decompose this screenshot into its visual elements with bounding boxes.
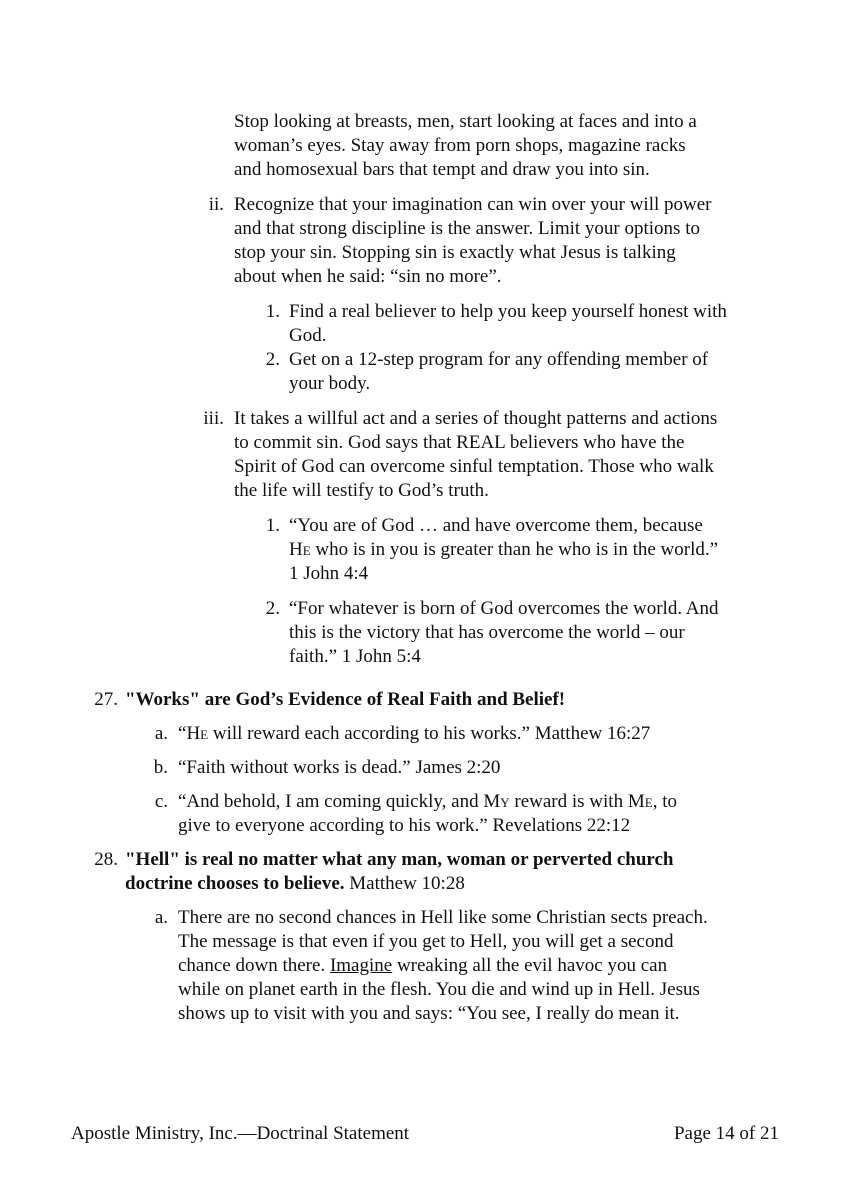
item-iii-2-line-3: faith.” 1 John 5:4 xyxy=(289,646,421,667)
item-28-marker: 28. xyxy=(94,849,118,870)
item-iii-1-line-2 xyxy=(289,538,718,562)
item-28-heading-tail: doctrine chooses to believe. xyxy=(125,873,345,894)
divine-pronoun: My xyxy=(483,791,510,812)
item-28-a-line-1: There are no second chances in Hell like some Christian sects preach. xyxy=(178,907,708,928)
item-iii-line-3: Spirit of God can overcome sinful temptation. Those who walk xyxy=(234,456,714,477)
item-27-c-part-2: reward is with xyxy=(509,791,628,812)
item-iii-line-1: It takes a willful act and a series of thought patterns and actions xyxy=(234,408,718,429)
item-27-b-line: “Faith without works is dead.” James 2:20 xyxy=(178,757,501,778)
item-ii-1-line-1: Find a real believer to help you keep yourself honest with xyxy=(289,301,727,322)
item-ii-line-3: stop your sin. Stopping sin is exactly what Jesus is talking xyxy=(234,242,676,263)
divine-pronoun: He xyxy=(289,539,311,560)
item-ii-line-1: Recognize that your imagination can win over your will power xyxy=(234,194,712,215)
footer-page-number: Page 14 of 21 xyxy=(673,1123,779,1144)
item-27-c-marker: c. xyxy=(154,791,168,812)
item-28-a-line-4: while on planet earth in the flesh. You die and wind up in Hell. Jesus xyxy=(178,979,700,1000)
item-28-heading-line-1: "Hell" is real no matter what any man, woman or perverted church xyxy=(125,849,674,870)
item-28-heading-line-2 xyxy=(125,872,465,896)
divine-pronoun: Me xyxy=(627,791,653,812)
item-iii-2-marker: 2. xyxy=(265,598,280,619)
item-28-a-line-5: shows up to visit with you and says: “You see, I really do mean it. xyxy=(178,1003,680,1024)
item-28-reference: Matthew 10:28 xyxy=(344,873,465,894)
item-27-a-marker: a. xyxy=(154,723,168,744)
item-iii-line-4: the life will testify to God’s truth. xyxy=(234,480,489,501)
item-ii-2-marker: 2. xyxy=(265,349,280,370)
item-ii-2-line-1: Get on a 12-step program for any offending member of xyxy=(289,349,709,370)
item-iii-2-line-2: this is the victory that has overcome the world – our xyxy=(289,622,685,643)
item-iii-line-2: to commit sin. God says that REAL believers who have the xyxy=(234,432,685,453)
item-ii-1-line-2: God. xyxy=(289,325,327,346)
item-27-c-part-3: , to xyxy=(652,791,677,812)
item-28-a-marker: a. xyxy=(154,907,168,928)
divine-pronoun: He xyxy=(186,723,209,744)
item-27-heading: "Works" are God’s Evidence of Real Faith and Belief! xyxy=(125,689,566,710)
item-27-c-line-1 xyxy=(178,790,677,814)
item-28-a-line-3-part-1: chance down there. xyxy=(178,955,330,976)
intro-line-2: woman’s eyes. Stay away from porn shops, magazine racks xyxy=(234,135,686,156)
item-ii-marker: ii. xyxy=(208,194,224,215)
intro-line-1: Stop looking at breasts, men, start looking at faces and into a xyxy=(234,111,697,132)
item-ii-line-2: and that strong discipline is the answer. Limit your options to xyxy=(234,218,700,239)
item-iii-marker: iii. xyxy=(203,408,224,429)
item-27-c-line-2: give to everyone according to his work.” Revelations 22:12 xyxy=(178,815,631,836)
intro-line-3: and homosexual bars that tempt and draw you into sin. xyxy=(234,159,650,180)
item-iii-2-line-1: “For whatever is born of God overcomes the world. And xyxy=(289,598,719,619)
item-ii-1-marker: 1. xyxy=(265,301,280,322)
item-iii-1-line-2-rest: who is in you is greater than he who is in the world.” xyxy=(310,539,719,560)
item-ii-2-line-2: your body. xyxy=(289,373,371,394)
item-iii-1-marker: 1. xyxy=(265,515,280,536)
footer-title: Apostle Ministry, Inc.—Doctrinal Statement xyxy=(71,1123,410,1144)
item-27-c-part-1: “And behold, I am coming quickly, and xyxy=(178,791,484,812)
item-27-marker: 27. xyxy=(94,689,118,710)
item-ii-line-4: about when he said: “sin no more”. xyxy=(234,266,502,287)
item-27-a-line xyxy=(178,722,650,746)
open-quote: “ xyxy=(178,723,187,744)
item-iii-1-line-3: 1 John 4:4 xyxy=(289,563,369,584)
item-iii-1-line-1: “You are of God … and have overcome them, because xyxy=(289,515,703,536)
underlined-word: Imagine xyxy=(329,955,393,976)
item-28-a-line-3-part-2: wreaking all the evil havoc you can xyxy=(392,955,668,976)
item-27-a-rest: will reward each according to his works.” Matthew 16:27 xyxy=(208,723,651,744)
item-27-b-marker: b. xyxy=(153,757,168,778)
item-28-a-line-3 xyxy=(178,954,667,978)
item-28-a-line-2: The message is that even if you get to Hell, you will get a second xyxy=(178,931,674,952)
